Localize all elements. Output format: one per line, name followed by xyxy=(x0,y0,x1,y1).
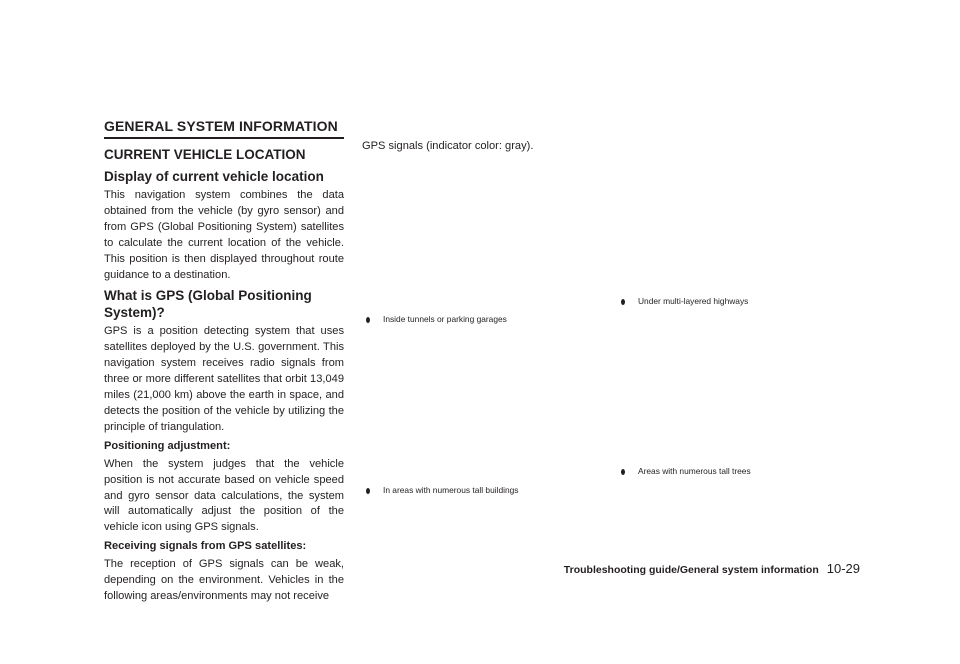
heading-current-vehicle-location: CURRENT VEHICLE LOCATION xyxy=(104,147,306,162)
page-footer xyxy=(470,561,860,576)
bullet-highways xyxy=(621,296,748,307)
heading-what-is-gps: What is GPS (Global Positioning System)? xyxy=(104,288,312,321)
paragraph-gps: GPS is a position detecting system that uses satellites deployed by the U.S. government. This navigation system receives radio signals from three or more different satellites that orbit 13,049 miles (21,000 km) above the earth in space, and detects the position of the vehicle by utilizing the principle of triangulation. xyxy=(104,325,344,433)
bullet-text: Inside tunnels or parking garages xyxy=(383,314,507,324)
bullet-trees xyxy=(621,466,751,477)
bullet-dot-icon xyxy=(621,299,625,305)
heading-receiving-signals: Receiving signals from GPS satellites: xyxy=(104,540,307,553)
heading-positioning-adjustment: Positioning adjustment: xyxy=(104,439,231,452)
bullet-tunnels xyxy=(366,314,507,325)
section-title: GENERAL SYSTEM INFORMATION xyxy=(104,118,344,139)
footer-title: Troubleshooting guide/General system information xyxy=(563,564,819,576)
bullet-buildings xyxy=(366,485,518,496)
left-column xyxy=(104,143,344,605)
bullet-dot-icon xyxy=(621,469,625,475)
bullet-dot-icon xyxy=(366,488,370,494)
continuation-text: GPS signals (indicator color: gray). xyxy=(362,140,534,152)
paragraph-positioning-adjustment: When the system judges that the vehicle position is not accurate based on vehicle speed and gyro sensor data calculations, the system will automatically adjust the position of the vehicle icon using GPS signals. xyxy=(104,457,344,534)
bullet-dot-icon xyxy=(366,317,370,323)
bullet-text: In areas with numerous tall buildings xyxy=(383,485,519,495)
paragraph-display: This navigation system combines the data obtained from the vehicle (by gyro sensor) and from GPS (Global Positioning System) satellites to calculate the current location of the vehicle. This position is then displayed throughout route guidance to a destination. xyxy=(104,189,344,281)
page-number: 10-29 xyxy=(826,561,860,576)
heading-display-current-location: Display of current vehicle location xyxy=(104,169,324,184)
bullet-text: Areas with numerous tall trees xyxy=(638,466,751,476)
paragraph-receiving-signals: The reception of GPS signals can be weak, depending on the environment. Vehicles in the following areas/environments may not receive xyxy=(104,558,344,602)
bullet-text: Under multi-layered highways xyxy=(638,296,749,306)
